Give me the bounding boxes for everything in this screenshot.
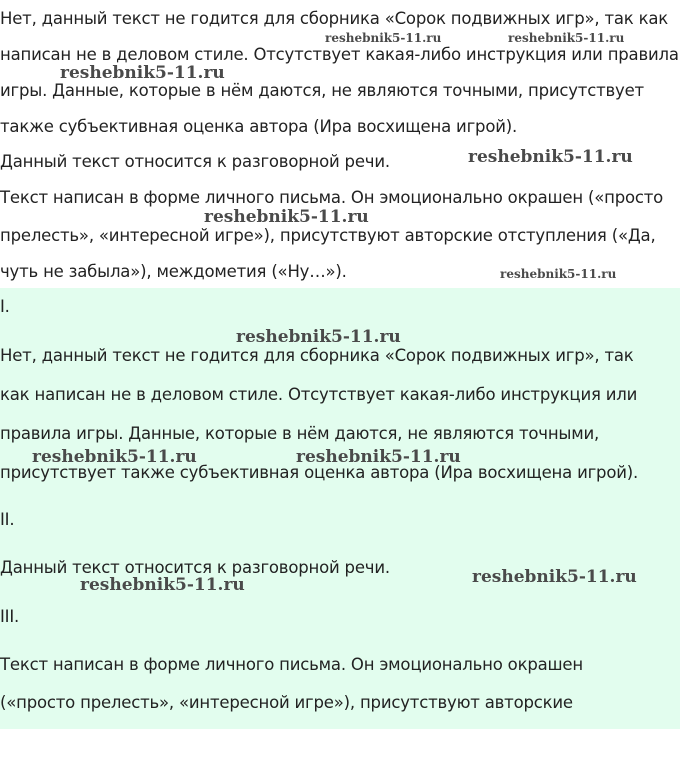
text-line: Нет, данный текст не годится для сборника «Сорок подвижных игр», так xyxy=(0,346,634,365)
text-line: правила игры. Данные, которые в нём даются, не являются точными, xyxy=(0,424,600,443)
watermark: reshebnik5-11.ru xyxy=(325,31,442,45)
watermark: reshebnik5-11.ru xyxy=(236,327,401,347)
text-line: также субъективная оценка автора (Ира восхищена игрой). xyxy=(0,117,518,136)
text-line: прелесть», «интересной игре»), присутствуют авторские отступления («Да, xyxy=(0,226,656,245)
watermark: reshebnik5-11.ru xyxy=(472,567,637,587)
watermark: reshebnik5-11.ru xyxy=(508,31,625,45)
text-line: («просто прелесть», «интересной игре»), присутствуют авторские xyxy=(0,693,573,712)
text-line: как написан не в деловом стиле. Отсутствует какая-либо инструкция или xyxy=(0,385,638,404)
text-line: Нет, данный текст не годится для сборника «Сорок подвижных игр», так как xyxy=(0,9,669,28)
text-line: присутствует также субъективная оценка автора (Ира восхищена игрой). xyxy=(0,463,639,482)
text-line: Текст написан в форме личного письма. Он эмоционально окрашен xyxy=(0,655,583,674)
text-line: Текст написан в форме личного письма. Он эмоционально окрашен («просто xyxy=(0,188,664,207)
watermark: reshebnik5-11.ru xyxy=(32,447,197,467)
answer-text-plain xyxy=(0,0,680,288)
text-line: игры. Данные, которые в нём даются, не являются точными, присутствует xyxy=(0,81,644,100)
watermark: reshebnik5-11.ru xyxy=(204,207,369,227)
answer-text-structured xyxy=(0,288,680,729)
text-line: чуть не забыла»), междометия («Ну…»). xyxy=(0,262,347,281)
text-line: Данный текст относится к разговорной речи. xyxy=(0,558,390,577)
text-line: написан не в деловом стиле. Отсутствует какая-либо инструкция или правила xyxy=(0,45,679,64)
watermark: reshebnik5-11.ru xyxy=(80,575,245,595)
watermark: reshebnik5-11.ru xyxy=(468,147,633,167)
watermark: reshebnik5-11.ru xyxy=(500,267,617,281)
watermark: reshebnik5-11.ru xyxy=(60,63,225,83)
text-line: Данный текст относится к разговорной речи. xyxy=(0,152,390,171)
watermark: reshebnik5-11.ru xyxy=(296,447,461,467)
section-heading-3: III. xyxy=(0,607,20,626)
section-heading-1: I. xyxy=(0,297,10,316)
section-heading-2: II. xyxy=(0,510,15,529)
